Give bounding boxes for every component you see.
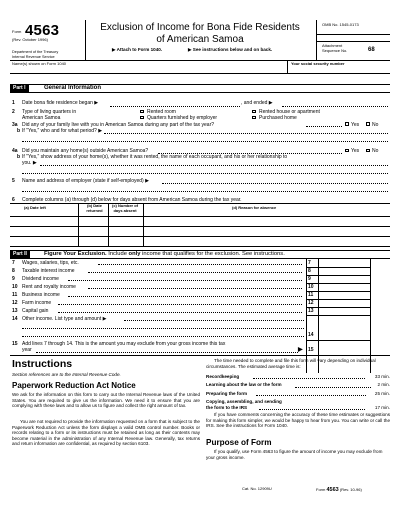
line-1-label: Date bona fide residence began ▶ [22,100,99,106]
line-10-box-number: 10 [308,283,314,290]
instructions-heading: Instructions [12,358,73,370]
part-2-title [44,251,285,257]
line-15-number: 15 [12,341,18,347]
part-2-title-only: only [128,251,141,257]
line-6-label: Complete columns (a) through (d) below for days absent from American Samoa during the tax year. [22,197,242,203]
line-3b-number: b [17,128,21,134]
footer-revision: (Rev. 10-96) [339,487,362,492]
rented-room-checkbox[interactable] [140,110,144,114]
line-14-label: Other income. List type and amount ▶ [22,315,107,322]
residence-began-field[interactable] [110,106,240,107]
line-5-number: 5 [12,178,15,184]
purchased-home-checkbox[interactable] [252,116,256,120]
family-period-field[interactable] [104,133,388,134]
other-income-type-field-2[interactable] [22,328,304,329]
recordkeeping-time: 33 min. [374,373,390,379]
line-9-box-number: 9 [308,275,311,282]
part-2-title-b: income that qualifies for the exclusion. See instructions. [140,251,285,257]
line-3a-number: 3a [12,121,18,128]
time-estimate-paragraph: The time needed to complete and file this form will vary depending on individual circumstances. The estimated average time is: [206,358,376,369]
sequence-label: Sequence No. [322,48,348,53]
rented-house-label: Rented house or apartment [259,109,320,115]
column-date-left: (a) Date left [24,205,46,210]
line-14-box-number: 14 [308,332,314,338]
name-field[interactable] [11,66,286,73]
ssn-label: Your social security number [291,61,345,66]
line-3a-label: Did any of your family live with you in American Samoa during any part of the tax year? [22,121,215,128]
line-3a-yes-checkbox[interactable] [345,122,349,126]
name-label: Name(s) shown on Form 1040 [12,61,67,66]
catalog-number: Cat. No. 12909U [242,486,272,491]
copying-time: 17 min. [374,404,390,410]
purpose-paragraph: If you qualify, use Form 4563 to figure the amount of income you may exclude from your gross income. [206,449,383,460]
part-2-title-a: Include [106,251,129,257]
line-13-box-number: 13 [308,307,314,314]
part-2-title-bold: Figure Your Exclusion. [44,251,107,257]
line-13-amount[interactable] [319,307,369,315]
title-line-2: of American Samoa [156,34,244,45]
learning-label: Learning about the law or the form [206,382,282,387]
line-4a-label: Did you maintain any home(s) outside American Samoa? [22,148,149,154]
part-1-tag: Part I [10,85,29,92]
form-number: 4563 [25,22,60,39]
line-3a-no-checkbox[interactable] [366,122,370,126]
line-11-amount[interactable] [319,291,369,299]
line-8-amount[interactable] [319,267,369,275]
copying-label-2: the form to the IRS [206,404,248,410]
line-11-box-number: 11 [308,291,314,298]
omb-number: OMB No. 1545-0173 [322,22,359,27]
line-15-label-1: Add lines 7 through 14. This is the amount you may exclude from your gross income this tax [22,341,226,347]
line-13-number: 13 [12,307,18,314]
other-income-type-field[interactable] [124,320,304,321]
footer-form-id [316,487,362,494]
line-15-box-number: 15 [308,347,314,353]
line-12-label: Farm income [22,299,52,306]
line-9-number: 9 [12,275,15,282]
column-reason: (d) Reason for absence [232,205,277,210]
learning-time: 2 min. [377,382,390,387]
line-10-amount[interactable] [319,283,369,291]
footer-form-word: Form [316,487,326,492]
line-8-label: Taxable interest income [22,267,75,274]
line-8-box-number: 8 [308,267,311,274]
preparing-label: Preparing the form [206,390,248,396]
prn-heading: Paperwork Reduction Act Notice [12,381,136,390]
line-11-label: Business income [22,291,60,298]
residence-ended-field[interactable] [282,106,388,107]
line-11-number: 11 [12,291,18,298]
line-9-amount[interactable] [319,275,369,283]
line-4a-no-label: No [372,148,379,154]
line-4b-label-2: you. ▶ [22,160,37,166]
section-references: Section references are to the Internal Revenue Code. [12,372,121,377]
preparing-time: 25 min. [374,390,390,396]
copying-label-1: Copying, assembling, and sending [206,399,282,404]
line-7-number: 7 [12,259,15,266]
revision-date: (Rev. October 1996) [12,37,48,42]
part-2-tag: Part II [10,251,30,258]
family-period-field-2[interactable] [22,141,388,142]
line-4b-label-1: If "Yes," show address of your home(s), whether it was rented, the name of each occupant, and his or her relationship to [22,154,288,160]
other-home-field-2[interactable] [22,173,388,174]
other-home-field[interactable] [40,165,388,166]
line-8-number: 8 [12,267,15,274]
line-3b-label: If "Yes," who and for what period? ▶ [22,128,103,134]
employer-field[interactable] [162,183,388,184]
rented-house-checkbox[interactable] [252,110,256,114]
line-5-label: Name and address of employer (state if self-employed) ▶ [22,178,149,184]
ssn-field[interactable] [288,66,389,73]
footer-form-number: 4563 [326,487,339,493]
line-14-number: 14 [12,315,18,322]
line-6-number: 6 [12,197,15,203]
purpose-heading: Purpose of Form [206,437,272,447]
rented-room-label: Rented room [147,109,176,115]
line-7-amount[interactable] [319,259,369,267]
prn-paragraph-1: We ask for the information on this form to carry out the Internal Revenue laws of the United States. You are required to give us the information. We need it to ensure that you are complying with these laws and to allow us to figure and collect the right amount of tax. [12,392,200,409]
line-4b-number: b [17,154,21,160]
line-4a-number: 4a [12,148,18,154]
see-instructions-note: ▶ See instructions below and on back. [188,47,273,52]
line-4a-yes-checkbox[interactable] [345,149,349,153]
line-12-amount[interactable] [319,299,369,307]
purchased-home-label: Purchased home [259,115,297,121]
line-15-label-2: year [22,347,32,353]
line-12-box-number: 12 [308,299,314,306]
line-10-label: Rent and royalty income [22,283,76,290]
line-1-number: 1 [12,100,15,106]
column-date-returned: (b) Date returned [86,203,103,213]
line-7-box-number: 7 [308,259,311,266]
attach-note: ▶ Attach to Form 1040. [112,47,163,52]
part-1-title: General Information [44,85,102,91]
line-2-label-b: American Samoa [22,115,61,121]
recordkeeping-label: Recordkeeping [206,373,240,379]
line-15-amount[interactable] [319,340,369,354]
form-word: Form [12,29,22,34]
line-10-number: 10 [12,283,18,290]
sequence-number: 68 [368,47,375,53]
line-12-number: 12 [12,299,18,306]
department: Department of the Treasury [12,50,59,54]
line-3a-yes-label: Yes [351,121,360,128]
line-9-label: Dividend income [22,275,59,282]
line-2-number: 2 [12,109,15,115]
line-3a-no-label: No [372,121,379,128]
employer-field-2[interactable] [22,191,388,192]
line-4a-no-checkbox[interactable] [366,149,370,153]
column-days-absent: (c) Number of days absent [112,203,138,213]
employer-quarters-checkbox[interactable] [140,116,144,120]
attachment-label: Attachment [322,43,343,48]
line-14-amount[interactable] [319,315,369,339]
employer-quarters-label: Quarters furnished by employer [147,115,218,121]
arrow-icon: ▶ [298,347,303,353]
line-13-label: Capital gain [22,307,49,314]
line-7-label: Wages, salaries, tips, etc. [22,259,79,266]
line-2-label-a: Type of living quarters in [22,109,77,115]
line-1-ended-label: , and ended ▶ [241,100,273,106]
other-income-type-field-3[interactable] [22,336,304,337]
prn-paragraph-2: You are not required to provide the information requested on a form that is subject to the Paperwork Reduction Act unless the form displays a valid OMB control number. Books or records relating to a form or its instructions must be retained as long as their contents may become material in the administration of any Internal Revenue law. Generally, tax returns and return information are confidential, as required by section 6103. [12,419,200,447]
comments-paragraph: If you have comments concerning the accuracy of these time estimates or suggestions for making this form simpler, we would be happy to hear from you. You can write or call the IRS. See the instructions for Form 1040. [206,412,390,429]
service: Internal Revenue Service [12,54,55,59]
title-line-1: Exclusion of Income for Bona Fide Residents [100,22,300,33]
form-title [85,22,315,46]
line-4a-yes-label: Yes [351,148,360,154]
